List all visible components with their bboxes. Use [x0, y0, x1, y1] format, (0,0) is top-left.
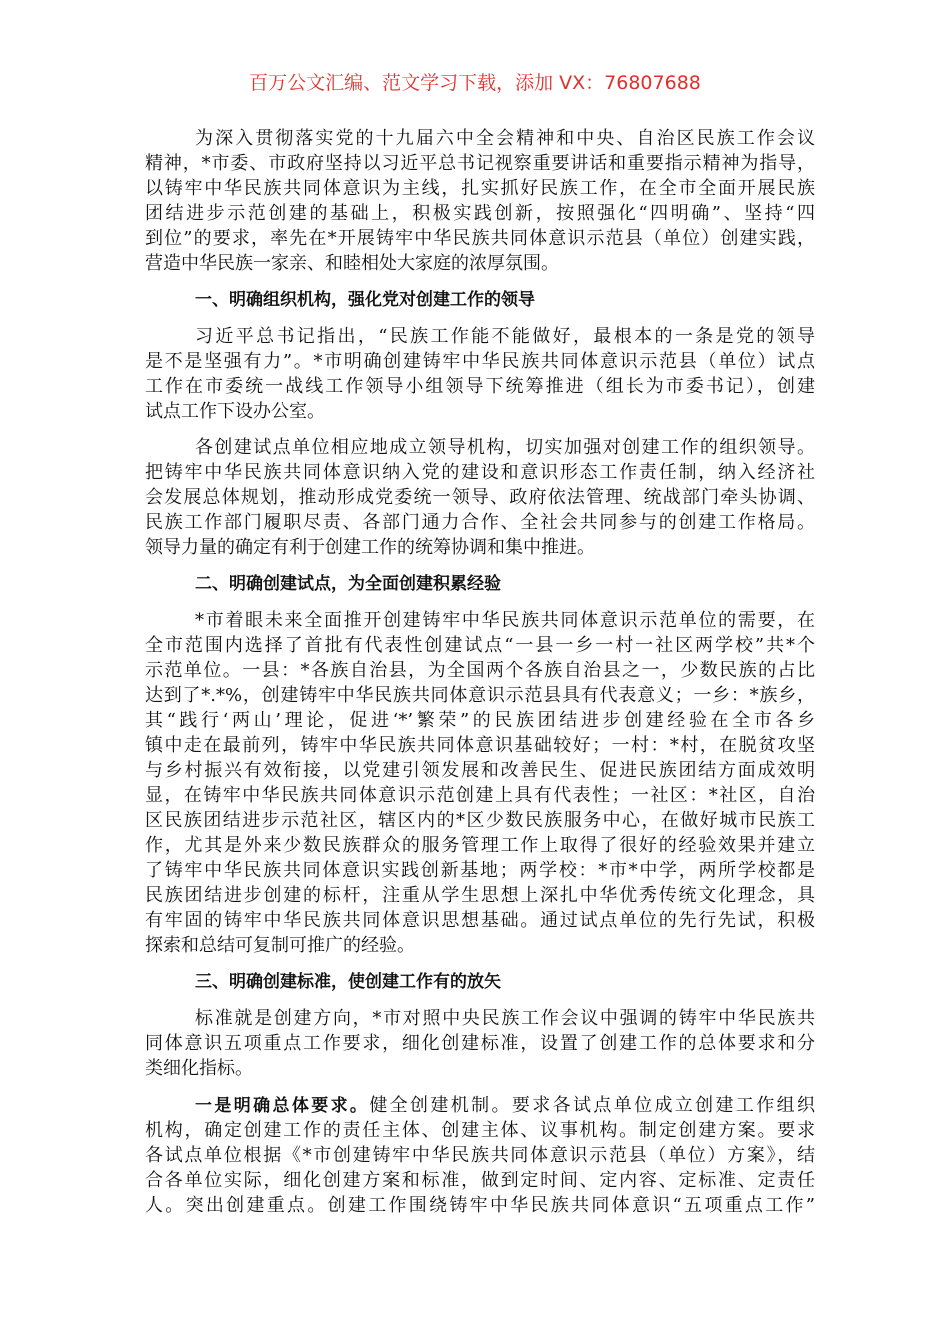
paragraph-line: 示范单位。一县：*各族自治县，为全国两个各族自治县之一，少数民族的占比	[145, 660, 815, 681]
paragraph-line: 标准就是创建方向，*市对照中央民族工作会议中强调的铸牢中华民族共	[195, 1008, 815, 1029]
paragraph-line: 把铸牢中华民族共同体意识纳入党的建设和意识形态工作责任制，纳入经济社	[145, 462, 815, 483]
paragraph-line: 作，尤其是外来少数民族群众的服务管理工作上取得了很好的经验效果并建立	[145, 835, 815, 856]
paragraph-line: 类细化指标。	[145, 1058, 253, 1079]
paragraph-line: 同体意识五项重点工作要求，细化创建标准，设置了创建工作的总体要求和分	[145, 1033, 815, 1054]
paragraph-line: 试点工作下设办公室。	[145, 401, 325, 422]
paragraph-line	[145, 1093, 815, 1118]
paragraph-line: 以铸牢中华民族共同体意识为主线，扎实抓好民族工作，在全市全面开展民族	[145, 178, 815, 199]
paragraph-line: 镇中走在最前列，铸牢中华民族共同体意识基础较好；一村：*村，在脱贫攻坚	[145, 735, 815, 756]
paragraph-line: 人。突出创建重点。创建工作围绕铸牢中华民族共同体意识“五项重点工作”	[145, 1195, 815, 1216]
paragraph-line: 达到了*.*%，创建铸牢中华民族共同体意识示范县具有代表意义；一乡：*族乡，	[145, 685, 815, 706]
paragraph-line: 有牢固的铸牢中华民族共同体意识思想基础。通过试点单位的先行先试，积极	[145, 910, 815, 931]
paragraph-line: 团结进步示范创建的基础上，积极实践创新，按照强化“四明确”、坚持“四	[145, 203, 815, 224]
paragraph-line: 为深入贯彻落实党的十九届六中全会精神和中央、自治区民族工作会议	[195, 128, 815, 149]
paragraph-line: 精神，*市委、市政府坚持以习近平总书记视察重要讲话和重要指示精神为指导，	[145, 153, 815, 174]
lead-text: 一是明确总体要求。	[195, 1096, 370, 1116]
paragraph-line: 了铸牢中华民族共同体意识实践创新基地；两学校：*市*中学，两所学校都是	[145, 860, 815, 881]
paragraph	[145, 1093, 815, 1218]
paragraph-line: 全市范围内选择了首批有代表性创建试点“一县一乡一村一社区两学校”共*个	[145, 635, 815, 656]
paragraph-line: 机构，确定创建工作的责任主体、创建主体、议事机构。制定创建方案。要求	[145, 1120, 815, 1141]
paragraph-line: 到位”的要求，率先在*开展铸牢中华民族共同体意识示范县（单位）创建实践，	[145, 228, 815, 249]
heading-text: 一、明确组织机构，强化党对创建工作的领导	[195, 290, 535, 310]
paragraph-line: 合各单位实际，细化创建方案和标准，做到定时间、定内容、定标准、定责任	[145, 1170, 815, 1191]
paragraph-line: 各创建试点单位相应地成立领导机构，切实加强对创建工作的组织领导。	[195, 437, 815, 458]
section-heading	[145, 970, 815, 995]
paragraph	[145, 1006, 815, 1081]
paragraph	[145, 435, 815, 560]
section-heading	[145, 288, 815, 313]
paragraph-line: 会发展总体规划，推动形成党委统一领导、政府依法管理、统战部门牵头协调、	[145, 487, 815, 508]
paragraph-line: 是不是坚强有力”。*市明确创建铸牢中华民族共同体意识示范县（单位）试点	[145, 351, 815, 372]
paragraph-line: 区民族团结进步示范社区，辖区内的*区少数民族服务中心，在做好城市民族工	[145, 810, 815, 831]
paragraph-line: 工作在市委统一战线工作领导小组领导下统筹推进（组长为市委书记），创建	[145, 376, 815, 397]
paragraph-line: 营造中华民族一家亲、和睦相处大家庭的浓厚氛围。	[145, 253, 559, 274]
heading-text: 二、明确创建试点，为全面创建积累经验	[195, 574, 501, 594]
paragraph-line: *市着眼未来全面推开创建铸牢中华民族共同体意识示范单位的需要，在	[195, 610, 815, 631]
paragraph-line: 民族工作部门履职尽责、各部门通力合作、全社会共同参与的创建工作格局。	[145, 512, 815, 533]
paragraph-line: 显，在铸牢中华民族共同体意识示范创建上具有代表性；一社区：*社区，自治	[145, 785, 815, 806]
paragraph	[145, 608, 815, 958]
paragraph-line: 与乡村振兴有效衔接，以党建引领发展和改善民生、促进民族团结方面成效明	[145, 760, 815, 781]
heading-text: 三、明确创建标准，使创建工作有的放矢	[195, 972, 501, 992]
paragraph-line: 习近平总书记指出，“民族工作能不能做好，最根本的一条是党的领导	[195, 326, 815, 347]
watermark-header: 百万公文汇编、范文学习下载，添加 VX：76807688	[249, 72, 701, 94]
paragraph-line: 各试点单位根据《*市创建铸牢中华民族共同体意识示范县（单位）方案》，结	[145, 1145, 815, 1166]
paragraph	[145, 126, 815, 276]
section-heading	[145, 572, 815, 597]
line-text: 健全创建机制。要求各试点单位成立创建工作组织	[369, 1095, 816, 1116]
paragraph	[145, 324, 815, 424]
paragraph-line: 民族团结进步创建的标杆，注重从学生思想上深扎中华优秀传统文化理念，具	[145, 885, 815, 906]
paragraph-line: 其“践行‘两山’理论，促进‘*’繁荣”的民族团结进步创建经验在全市各乡	[145, 710, 815, 731]
paragraph-line: 探索和总结可复制可推广的经验。	[145, 935, 415, 956]
paragraph-line: 领导力量的确定有利于创建工作的统筹协调和集中推进。	[145, 537, 595, 558]
